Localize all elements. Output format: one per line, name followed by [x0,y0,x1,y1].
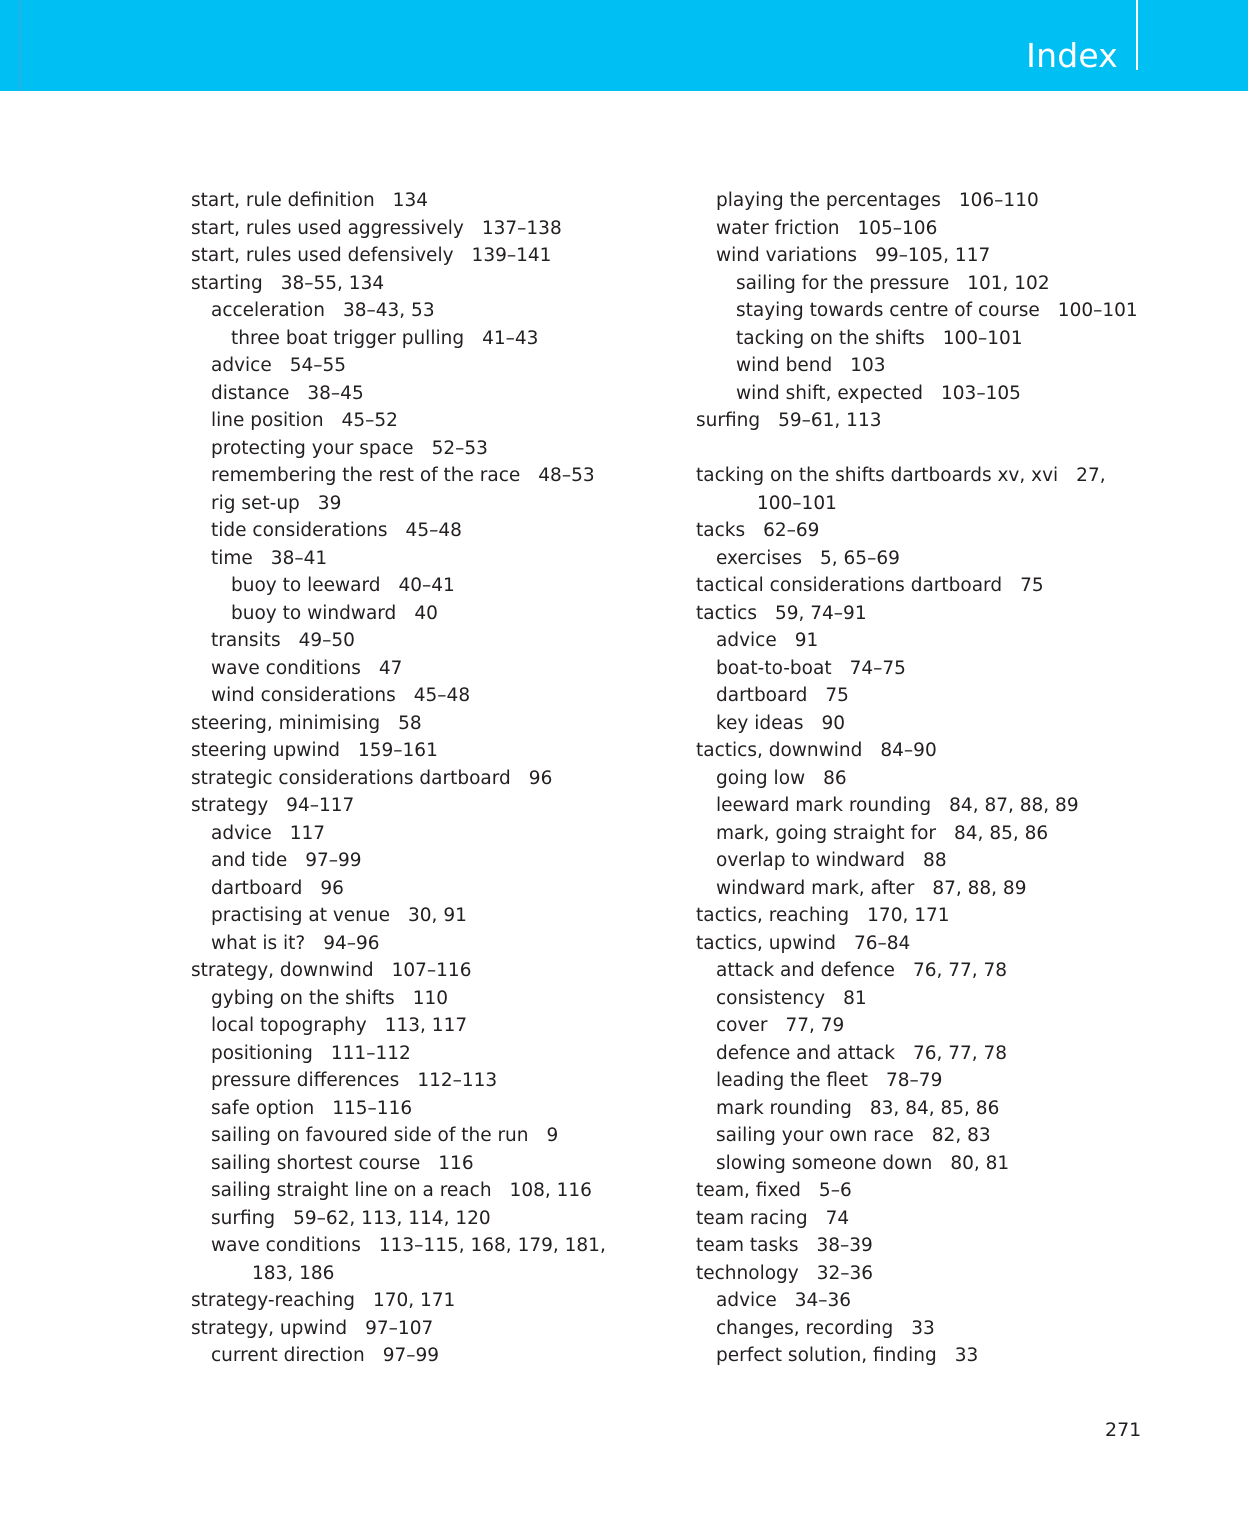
index-term: time [211,547,253,569]
index-entry [191,380,651,408]
index-pages: 159–161 [357,740,438,761]
index-entry [696,1040,1156,1068]
index-term: advice [211,822,272,844]
index-pages: 49–50 [298,630,355,651]
index-entry [696,1122,1156,1150]
index-entry [696,655,1156,683]
header-notch [19,0,22,91]
index-entry [191,1287,651,1315]
index-term: safe option [211,1097,315,1119]
index-term: wind bend [736,355,833,376]
index-term: sailing shortest course [211,1152,421,1174]
index-term: buoy to windward [231,602,397,624]
index-term: overlap to windward [716,850,906,871]
index-entry [191,352,651,380]
index-entry [191,985,651,1013]
index-term: sailing your own race [716,1125,914,1146]
index-entry [696,352,1156,380]
index-term: acceleration [211,300,325,321]
index-pages: 100–101 [942,327,1023,349]
index-term: sailing for the pressure [736,272,950,294]
index-term: buoy to leeward [231,575,381,596]
index-term: windward mark, after [716,877,915,899]
index-term: wave conditions [211,657,361,679]
index-term: tactics, upwind [696,932,836,954]
index-entry [191,187,651,215]
index-term: exercises [716,547,802,569]
index-term: local topography [211,1015,367,1036]
index-entry [696,902,1156,930]
index-pages: 90 [821,712,846,734]
index-term: surfing [696,410,761,431]
index-pages: 38–41 [270,547,328,569]
index-term: slowing someone down [716,1152,933,1174]
index-entry [696,930,1156,958]
index-term: and tide [211,850,288,871]
index-term: line position [211,410,324,431]
index-entry [191,1205,651,1233]
index-term: team, fixed [696,1180,801,1201]
index-entry [191,407,651,435]
index-entry [191,1040,651,1068]
index-entry [696,380,1156,408]
index-entry [191,627,651,655]
index-term: dartboard [211,877,303,899]
index-entry [696,462,1156,490]
header-rule [1136,0,1138,70]
index-entry [696,985,1156,1013]
index-pages: 75 [825,685,849,706]
index-entry [696,242,1156,270]
index-term: start, rules used aggressively [191,217,464,239]
index-pages: 81 [843,987,867,1009]
index-entry [696,270,1156,298]
index-entry [191,242,651,270]
index-pages: 116 [438,1152,474,1174]
index-entry [191,710,651,738]
index-term: transits [211,630,281,651]
index-pages: 86 [823,767,847,789]
index-pages: 41–43 [482,327,539,349]
index-pages: 134 [392,190,428,211]
index-pages: 75 [1020,575,1044,596]
index-term: wind variations [716,245,858,266]
index-pages: 30, 91 [408,905,467,926]
index-entry [696,1095,1156,1123]
index-pages: 77, 79 [785,1015,845,1036]
index-pages: 115–116 [332,1097,413,1119]
index-term: cover [716,1015,768,1036]
index-pages: 183, 186 [252,1262,335,1284]
index-entry [191,1067,651,1095]
index-entry [696,1287,1156,1315]
index-term: attack and defence [716,960,895,981]
index-entry [696,600,1156,628]
index-entry [191,737,651,765]
index-column-left [191,187,651,1370]
index-pages: 108, 116 [509,1180,592,1201]
index-term: rig set-up [211,492,300,514]
index-pages: 38–45 [307,382,364,404]
index-entry [696,490,1156,518]
index-pages: 84–90 [880,740,937,761]
index-pages: 39 [317,492,342,514]
index-column-right [696,187,1156,1370]
index-pages: 106–110 [958,190,1039,211]
index-pages: 113, 117 [384,1015,468,1036]
index-term: strategy [191,795,269,816]
index-entry [696,1315,1156,1343]
index-term: advice [716,630,777,651]
index-term: advice [716,1290,777,1311]
index-term: mark, going straight for [716,822,937,844]
index-term: steering upwind [191,740,340,761]
index-entry [191,517,651,545]
index-pages: 62–69 [763,520,820,541]
index-pages: 100–101 [757,492,837,514]
index-pages: 111–112 [330,1042,411,1064]
index-term: protecting your space [211,437,414,459]
index-pages: 76, 77, 78 [912,1042,1008,1064]
index-pages: 113–115, 168, 179, 181, [378,1235,606,1256]
index-pages: 110 [412,987,448,1009]
index-pages: 91 [794,630,819,651]
index-term: staying towards centre of course [736,300,1040,321]
index-pages: 58 [398,712,422,734]
index-entry [191,902,651,930]
index-entry [191,1260,651,1288]
index-term: starting [191,272,263,294]
index-entry [696,1342,1156,1370]
index-pages: 33 [911,1317,935,1339]
index-term: playing the percentages [716,190,941,211]
index-pages: 112–113 [417,1070,498,1091]
index-term: technology [696,1262,799,1284]
index-entry [696,407,1156,435]
index-pages: 97–99 [382,1345,440,1366]
index-entry [191,215,651,243]
index-term: perfect solution, finding [716,1345,937,1366]
index-term: remembering the rest of the race [211,465,521,486]
index-entry [696,215,1156,243]
index-entry [191,1315,651,1343]
index-entry [191,490,651,518]
index-term: water friction [716,217,840,239]
index-pages: 74 [825,1207,850,1229]
index-entry [696,737,1156,765]
index-pages: 74–75 [849,657,906,679]
index-pages: 84, 85, 86 [954,822,1049,844]
page-number: 271 [1105,1419,1142,1441]
index-entry [696,325,1156,353]
index-pages: 45–48 [413,685,471,706]
index-term: dartboard [716,685,808,706]
index-pages: 38–39 [816,1235,873,1256]
index-pages: 97–107 [365,1317,434,1339]
index-pages: 40 [414,602,438,624]
index-entry [696,545,1156,573]
index-pages: 78–79 [886,1070,943,1091]
index-entry [191,930,651,958]
index-term: changes, recording [716,1317,894,1339]
index-term: practising at venue [211,905,391,926]
index-term: wind shift, expected [736,382,924,404]
index-pages: 94–96 [323,932,380,954]
index-pages: 59–61, 113 [778,410,882,431]
index-entry [696,957,1156,985]
index-entry [191,1122,651,1150]
index-pages: 52–53 [431,437,488,459]
index-pages: 103–105 [941,382,1021,404]
index-pages: 45–48 [405,520,462,541]
index-entry [696,682,1156,710]
index-pages: 87, 88, 89 [932,877,1027,899]
index-term: tacking on the shifts [736,327,925,349]
index-entry [191,1095,651,1123]
index-entry [696,297,1156,325]
index-pages: 139–141 [471,245,552,266]
index-pages: 105–106 [857,217,938,239]
index-term: wind considerations [211,685,396,706]
index-term: sailing on favoured side of the run [211,1125,529,1146]
index-pages: 170, 171 [867,905,950,926]
index-entry [191,875,651,903]
page-title: Index [1026,36,1118,75]
index-term: what is it? [211,932,306,954]
index-pages: 82, 83 [931,1125,991,1146]
index-pages: 38–55, 134 [280,272,385,294]
index-entry [696,847,1156,875]
index-entry [191,847,651,875]
index-entry [696,710,1156,738]
index-term: current direction [211,1345,365,1366]
index-pages: 5, 65–69 [820,547,900,569]
index-pages: 5–6 [818,1180,852,1201]
index-entry [696,517,1156,545]
index-term: tacking on the shifts dartboards xv, xvi [696,465,1059,486]
index-pages: 48–53 [538,465,595,486]
index-term: tide considerations [211,520,388,541]
index-pages: 88 [923,850,947,871]
index-term: key ideas [716,712,804,734]
index-term: consistency [716,987,826,1009]
index-entry [696,627,1156,655]
index-pages: 40–41 [398,575,455,596]
index-term: leading the fleet [716,1070,869,1091]
index-entry [696,1012,1156,1040]
index-term: start, rule definition [191,190,375,211]
index-pages: 96 [320,877,344,899]
index-pages: 170, 171 [372,1290,456,1311]
index-pages: 80, 81 [950,1152,1010,1174]
index-entry [191,1150,651,1178]
index-pages: 76, 77, 78 [912,960,1008,981]
index-entry [191,655,651,683]
index-entry [696,1232,1156,1260]
index-pages: 47 [378,657,403,679]
index-entry [191,820,651,848]
index-pages: 137–138 [481,217,562,239]
index-pages: 27, [1076,465,1106,486]
index-entry [696,572,1156,600]
index-entry [191,765,651,793]
index-entry [191,462,651,490]
index-pages: 100–101 [1057,300,1138,321]
index-pages: 107–116 [391,960,472,981]
index-term: gybing on the shifts [211,987,395,1009]
index-term: wave conditions [211,1235,361,1256]
index-entry [191,435,651,463]
index-pages: 76–84 [853,932,911,954]
index-pages: 45–52 [341,410,398,431]
index-entry [191,957,651,985]
index-entry [696,1150,1156,1178]
index-entry [191,682,651,710]
index-pages: 94–117 [286,795,355,816]
index-term: tactics [696,602,757,624]
index-pages: 103 [850,355,886,376]
index-term: leeward mark rounding [716,795,932,816]
index-entry [696,1260,1156,1288]
index-entry [191,1012,651,1040]
index-pages: 83, 84, 85, 86 [869,1097,1000,1119]
index-term: sailing straight line on a reach [211,1180,492,1201]
index-entry [696,435,1156,463]
index-pages: 101, 102 [967,272,1050,294]
index-term: surfing [211,1207,276,1229]
index-entry [191,545,651,573]
index-term: positioning [211,1042,313,1064]
index-entry [191,270,651,298]
index-entry [191,297,651,325]
index-entry [696,875,1156,903]
index-term: strategy-reaching [191,1290,355,1311]
index-entry [696,187,1156,215]
index-term: boat-to-boat [716,657,832,679]
index-pages: 117 [289,822,326,844]
index-term: pressure differences [211,1070,400,1091]
index-term: tactical considerations dartboard [696,575,1003,596]
index-pages: 99–105, 117 [875,245,991,266]
index-entry [696,792,1156,820]
index-pages: 59, 74–91 [774,602,867,624]
index-term: going low [716,767,806,789]
index-entry [696,1067,1156,1095]
index-pages: 96 [528,767,553,789]
index-term: strategic considerations dartboard [191,767,511,789]
index-entry [191,325,651,353]
index-entry [191,1177,651,1205]
index-term: team tasks [696,1235,799,1256]
index-term: steering, minimising [191,712,381,734]
index-pages: 34–36 [794,1290,852,1311]
index-entry [191,1232,651,1260]
index-entry [191,1342,651,1370]
index-pages: 38–43, 53 [342,300,435,321]
index-term: start, rules used defensively [191,245,454,266]
index-term: defence and attack [716,1042,895,1064]
index-term: strategy, upwind [191,1317,348,1339]
index-pages: 54–55 [289,355,347,376]
index-entry [191,572,651,600]
index-pages: 32–36 [816,1262,874,1284]
index-pages: 84, 87, 88, 89 [949,795,1079,816]
index-entry [696,1177,1156,1205]
index-term: three boat trigger pulling [231,327,465,349]
index-entry [696,1205,1156,1233]
index-term: mark rounding [716,1097,852,1119]
index-pages: 33 [954,1345,979,1366]
index-pages: 9 [546,1125,559,1146]
index-term: strategy, downwind [191,960,374,981]
index-term: distance [211,382,290,404]
index-entry [191,792,651,820]
index-pages: 59–62, 113, 114, 120 [293,1207,491,1229]
index-term: advice [211,355,272,376]
index-entry [696,820,1156,848]
index-pages: 97–99 [305,850,362,871]
index-term: team racing [696,1207,808,1229]
index-term: tacks [696,520,746,541]
index-entry [191,600,651,628]
index-term: tactics, downwind [696,740,863,761]
index-entry [696,765,1156,793]
index-term: tactics, reaching [696,905,850,926]
